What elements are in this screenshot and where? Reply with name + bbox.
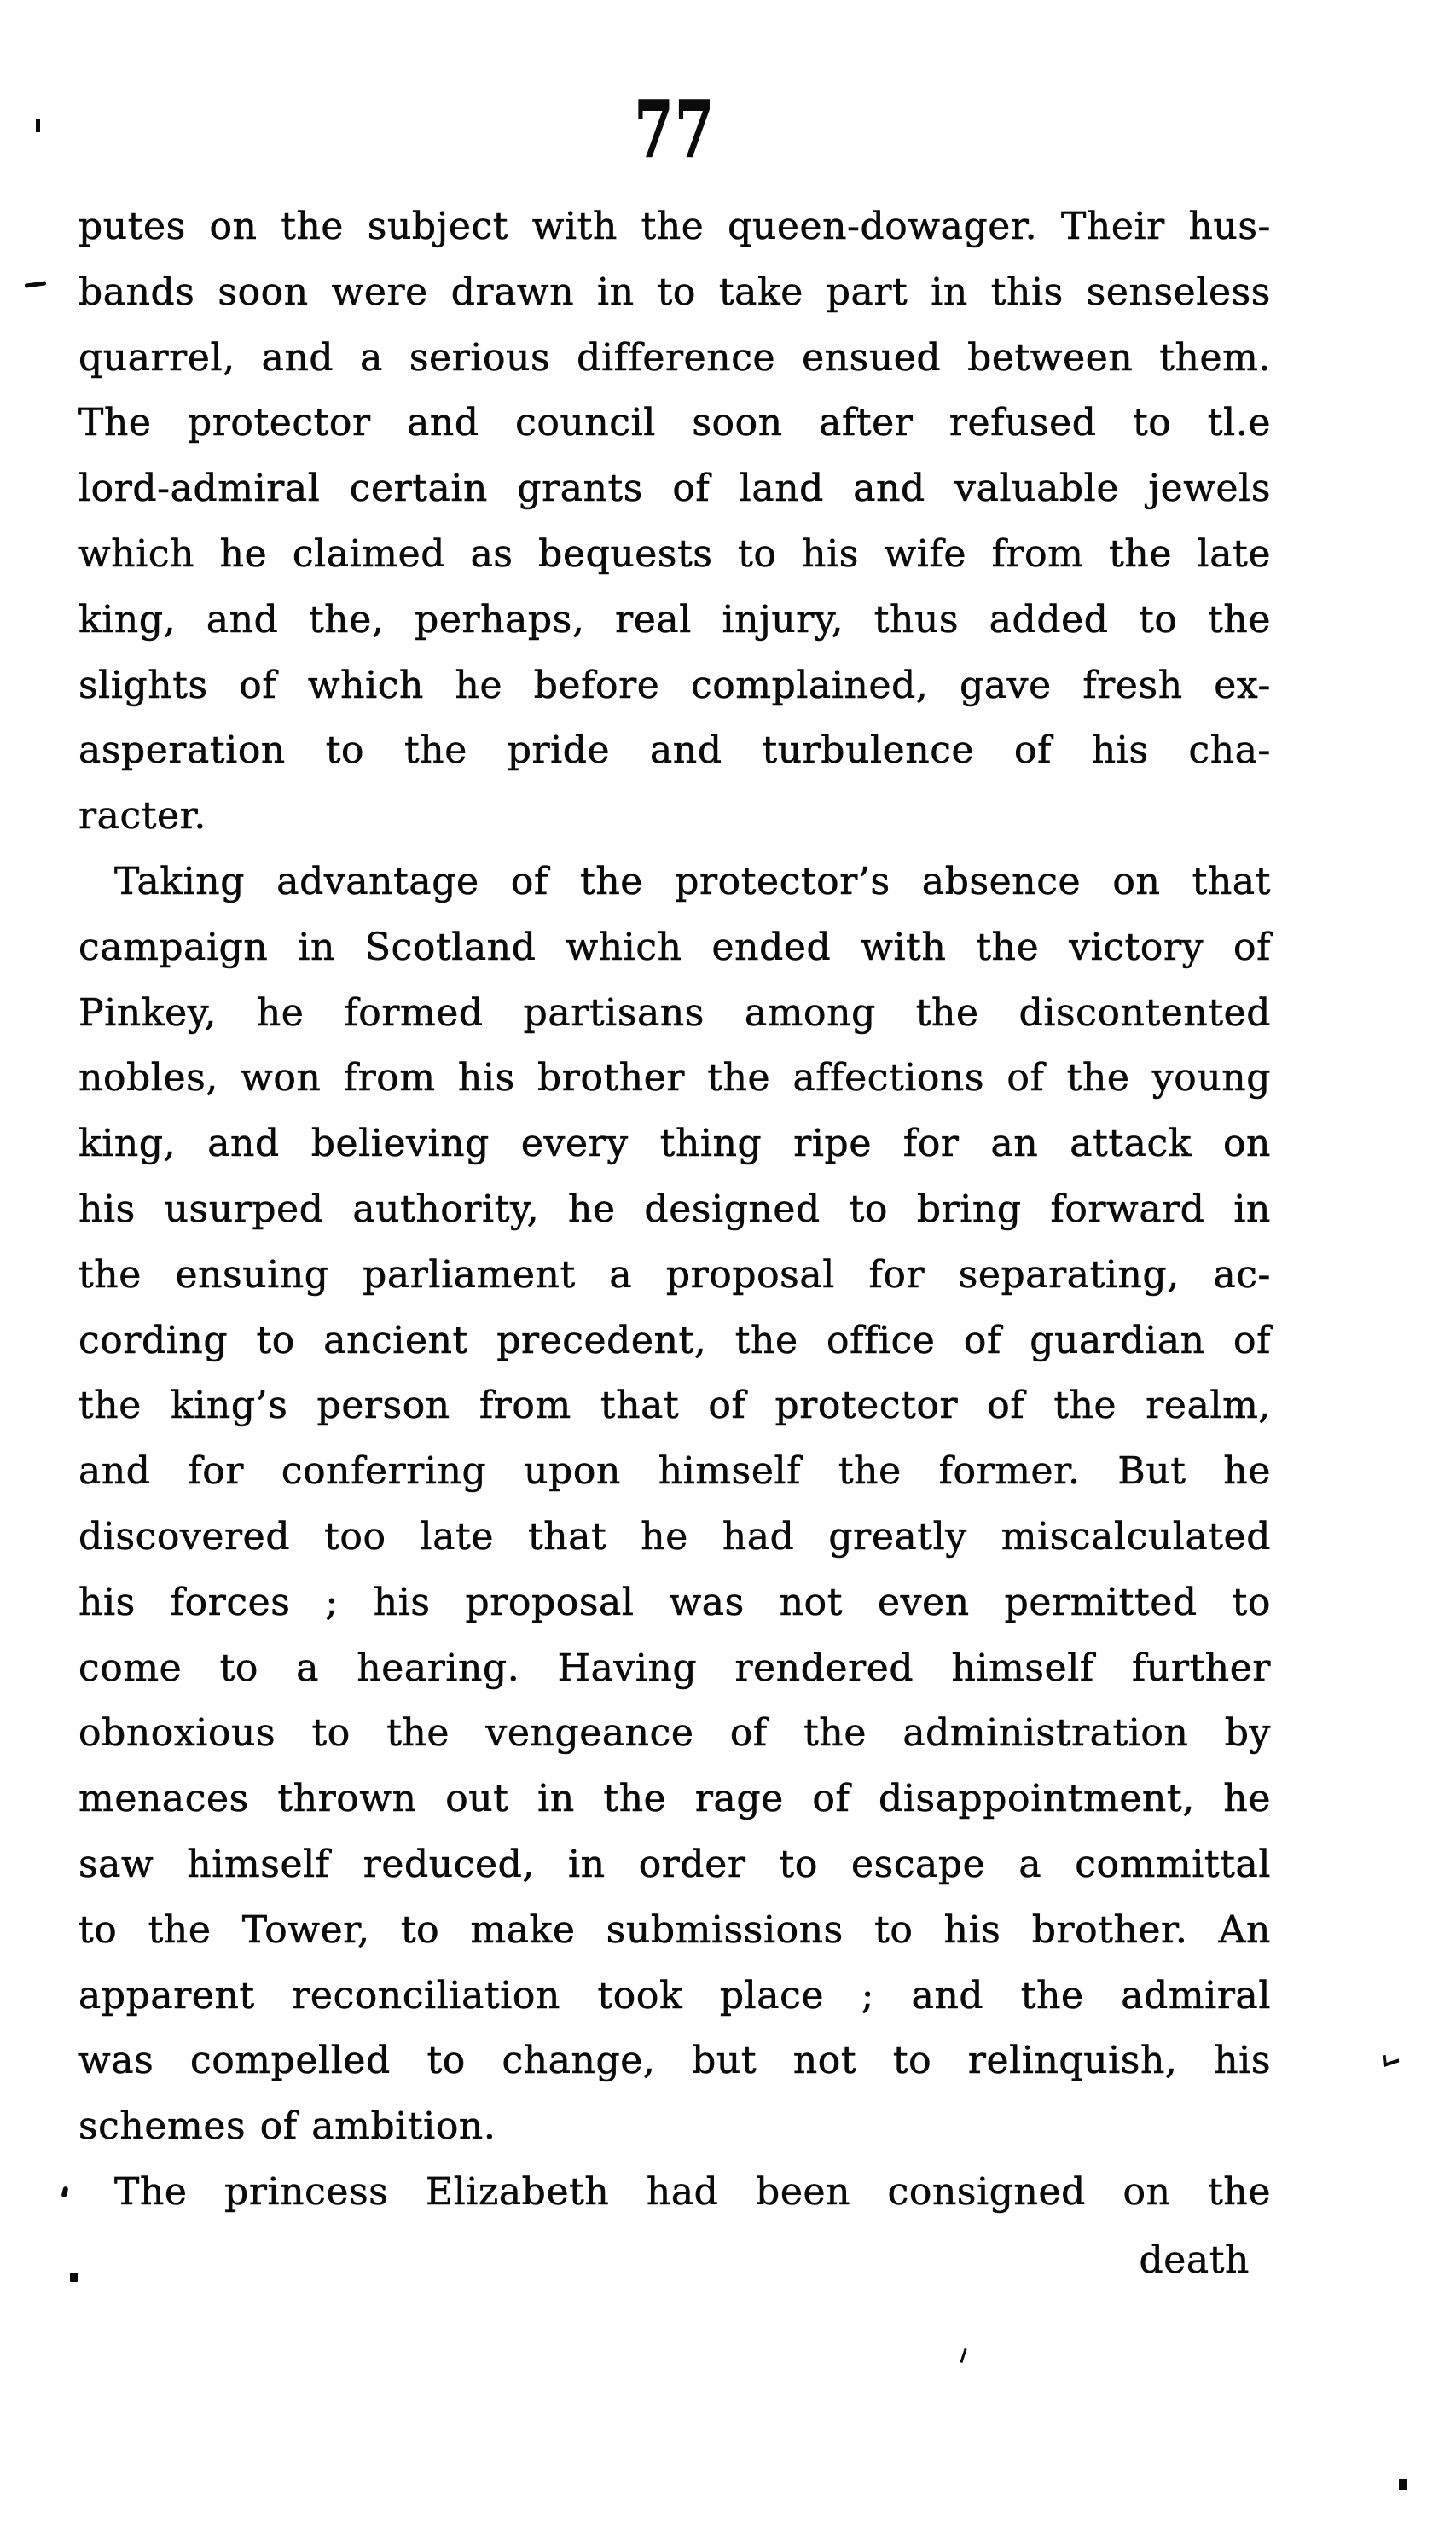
- text-line: racter.: [78, 794, 207, 839]
- text-line: cording to ancient precedent, the office of guardian of: [78, 1318, 1271, 1362]
- text-line: come to a hearing. Having rendered himself further: [78, 1646, 1271, 1690]
- ink-speck: [36, 119, 40, 132]
- text-line: apparent reconciliation took place ; and the admiral: [78, 1973, 1271, 2017]
- text-line: The protector and council soon after refused to tl.e: [78, 401, 1271, 445]
- text-line: campaign in Scotland which ended with the victory of: [78, 925, 1271, 969]
- text-line: the ensuing parliament a proposal for separating, ac-: [78, 1252, 1271, 1297]
- text-line: king, and believing every thing ripe for an attack on: [78, 1122, 1271, 1166]
- ink-speck: [61, 2186, 69, 2197]
- paragraph: [78, 850, 1271, 2160]
- ink-speck: [960, 2348, 966, 2363]
- text-line: king, and the, perhaps, real injury, thus added to the: [78, 597, 1271, 642]
- paragraph: [78, 2160, 1271, 2226]
- ink-speck: [25, 281, 46, 287]
- text-line: lord-admiral certain grants of land and valuable jewels: [78, 467, 1271, 511]
- text-line: and for conferring upon himself the former. But he: [78, 1449, 1271, 1494]
- text-line: obnoxious to the vengeance of the administration by: [78, 1711, 1271, 1756]
- text-line: quarrel, and a serious difference ensued between them.: [78, 335, 1271, 380]
- page-number: [78, 84, 1271, 176]
- text-line: menaces thrown out in the rage of disappointment, he: [78, 1777, 1271, 1821]
- text-line: discovered too late that he had greatly miscalculated: [78, 1514, 1271, 1559]
- text-line: bands soon were drawn in to take part in this senseless: [78, 270, 1271, 314]
- text-line: Pinkey, he formed partisans among the discontented: [78, 990, 1271, 1035]
- catchword: death: [1139, 2238, 1250, 2282]
- text-line: putes on the subject with the queen-dowager. Their hus-: [78, 205, 1271, 248]
- text-line: the king’s person from that of protector of the realm,: [78, 1384, 1271, 1428]
- text-line: asperation to the pride and turbulence of his cha-: [78, 729, 1271, 773]
- text-line: schemes of ambition.: [78, 2104, 496, 2149]
- text-line: slights of which he before complained, gave fresh ex-: [78, 663, 1271, 707]
- ink-speck: [70, 2273, 78, 2282]
- text-line: saw himself reduced, in order to escape a committal: [78, 1842, 1271, 1886]
- ink-speck: [1383, 2051, 1400, 2067]
- ink-speck: [1399, 2479, 1407, 2490]
- text-line: his forces ; his proposal was not even permitted to: [78, 1580, 1271, 1624]
- text-line: which he claimed as bequests to his wife from the late: [78, 531, 1271, 576]
- text-line: was compelled to change, but not to relinquish, his: [78, 2039, 1271, 2083]
- text-line: nobles, won from his brother the affections of the young: [78, 1056, 1271, 1100]
- body-text: [78, 194, 1271, 2226]
- text-line: The princess Elizabeth had been consigned on the: [114, 2169, 1271, 2214]
- text-line: his usurped authority, he designed to bring forward in: [78, 1187, 1271, 1231]
- paragraph: [78, 194, 1271, 850]
- page-number-value: 77: [634, 84, 716, 176]
- text-line: to the Tower, to make submissions to his brother. An: [78, 1907, 1271, 1952]
- text-line: Taking advantage of the protector’s absence on that: [114, 859, 1271, 903]
